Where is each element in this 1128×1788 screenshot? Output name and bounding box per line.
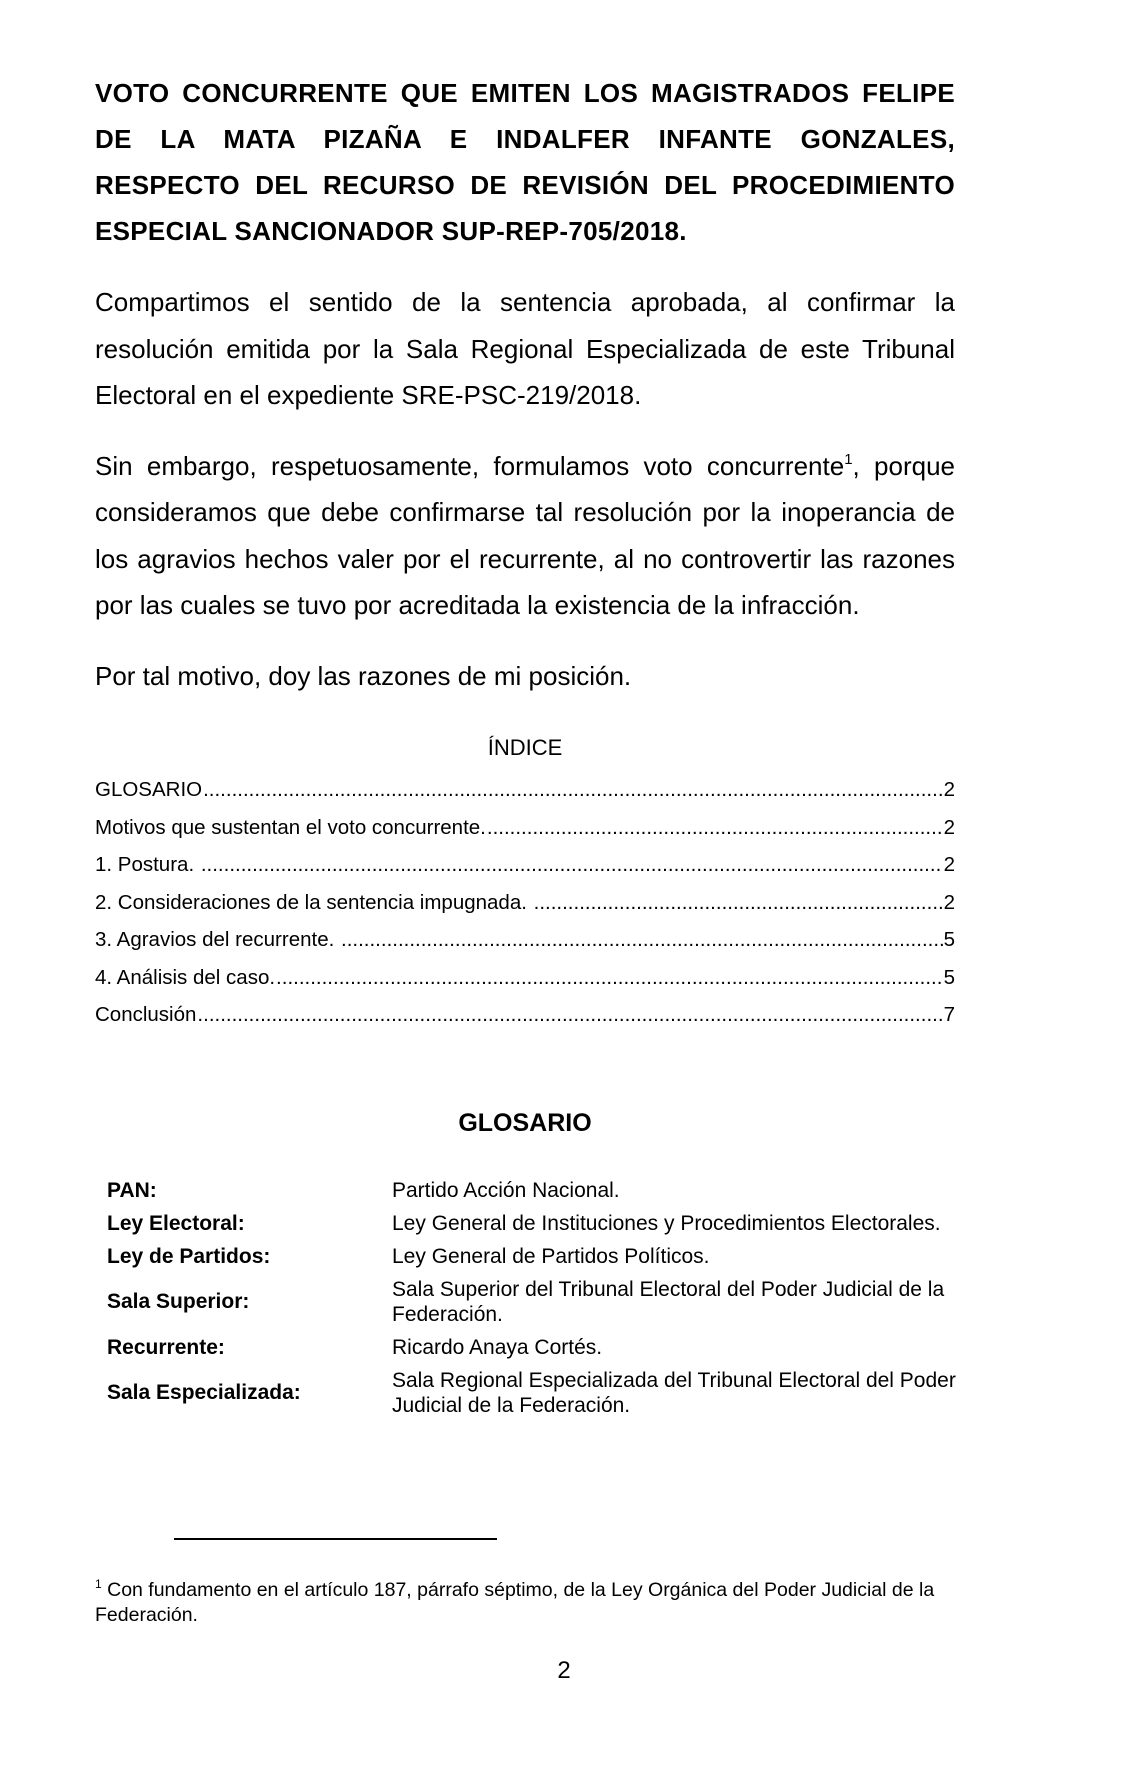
glossary-title: GLOSARIO [458,1108,592,1137]
glossary-definition: Sala Regional Especializada del Tribunal Electoral del Poder Judicial de la Federación. [392,1368,956,1417]
toc-item-page: 2 [943,890,955,914]
glossary-term: PAN: [107,1178,157,1202]
table-of-contents [95,771,955,1034]
toc-leader-dots [201,846,943,884]
footnote-separator [174,1538,497,1540]
toc-item-label: 1. Postura. [95,853,200,876]
toc-item-page: 2 [943,853,955,876]
footnote [95,1578,955,1628]
toc-item-page: 2 [943,778,955,801]
toc-item-page: 5 [943,928,955,951]
glossary-row [107,1207,1007,1240]
glossary-term: Ley Electoral: [107,1211,245,1235]
glossary-row [107,1364,1007,1422]
glossary-table [107,1174,1007,1422]
document-title: VOTO CONCURRENTE QUE EMITEN LOS MAGISTRADOS FELIPE DE LA MATA PIZAÑA E INDALFER INFANTE GONZALES, RESPECTO DEL RECURSO DE REVISIÓN DEL PROCEDIMIENTO ESPECIAL SANCIONADOR SUP-REP-705/2018. [95,78,955,246]
footnote-number: 1 [95,1577,102,1591]
glossary-row [107,1174,1007,1207]
glossary-term: Ley de Partidos: [107,1244,271,1268]
toc-item-analisis[interactable] [95,959,955,997]
toc-item-page: 2 [943,815,955,839]
glossary-definition: Partido Acción Nacional. [392,1178,620,1202]
glossary-definition: Ley General de Instituciones y Procedimientos Electorales. [392,1211,941,1235]
toc-leader-dots [487,809,943,847]
toc-item-label: GLOSARIO [95,778,203,801]
toc-leader-dots [197,996,942,1034]
toc-leader-dots [341,921,943,959]
paragraph-concurrence-start: Sin embargo, respetuosamente, formulamos voto concurrente [95,450,845,481]
glossary-definition: Ley General de Partidos Políticos. [392,1244,710,1268]
toc-item-agravios[interactable] [95,921,955,959]
toc-item-page: 7 [943,1003,955,1026]
toc-item-label: Motivos que sustentan el voto concurrente. [95,815,486,839]
toc-item-postura[interactable] [95,846,955,884]
toc-item-conclusion[interactable] [95,996,955,1034]
glossary-term: Sala Especializada: [107,1381,301,1404]
toc-item-label: 2. Consideraciones de la sentencia impugnada. [95,890,533,914]
toc-item-glosario[interactable] [95,771,955,809]
index-title: ÍNDICE [487,735,563,760]
glossary-definition: Ricardo Anaya Cortés. [392,1335,603,1359]
document-page [95,70,955,1422]
footnote-reference[interactable]: 1 [844,450,853,468]
glossary-term: Sala Superior: [107,1290,250,1313]
page-number: 2 [557,1657,571,1684]
toc-item-label: 3. Agravios del recurrente. [95,928,340,951]
paragraph-agreement: Compartimos el sentido de la sentencia aprobada, al confirmar la resolución emitida por la Sala Regional Especializada de este Tribunal Electoral en el expediente SRE-PSC-219/2018. [95,287,955,410]
glossary-row [107,1240,1007,1273]
toc-leader-dots [203,771,943,809]
toc-item-label: Conclusión [95,1003,197,1026]
footnote-text: Con fundamento en el artículo 187, párrafo séptimo, de la Ley Orgánica del Poder Judicial de la Federación. [95,1579,935,1626]
paragraph-reasons: Por tal motivo, doy las razones de mi posición. [95,660,632,691]
toc-leader-dots [534,884,943,922]
toc-item-page: 5 [943,965,955,989]
toc-item-consideraciones[interactable] [95,884,955,922]
toc-item-motivos[interactable] [95,809,955,847]
glossary-row [107,1331,1007,1364]
glossary-row [107,1273,1007,1331]
glossary-term: Recurrente: [107,1335,225,1359]
glossary-definition: Sala Superior del Tribunal Electoral del Poder Judicial de la Federación. [392,1277,945,1326]
paragraph-concurrence-end: , porque consideramos que debe confirmarse tal resolución por la inoperancia de los agravios hechos valer por el recurrente, al no controvertir las razones por las cuales se tuvo por acreditada la existencia de la infracción. [95,450,956,620]
paragraph-concurrence [95,443,955,629]
toc-leader-dots [276,959,943,997]
toc-item-label: 4. Análisis del caso. [95,965,276,989]
